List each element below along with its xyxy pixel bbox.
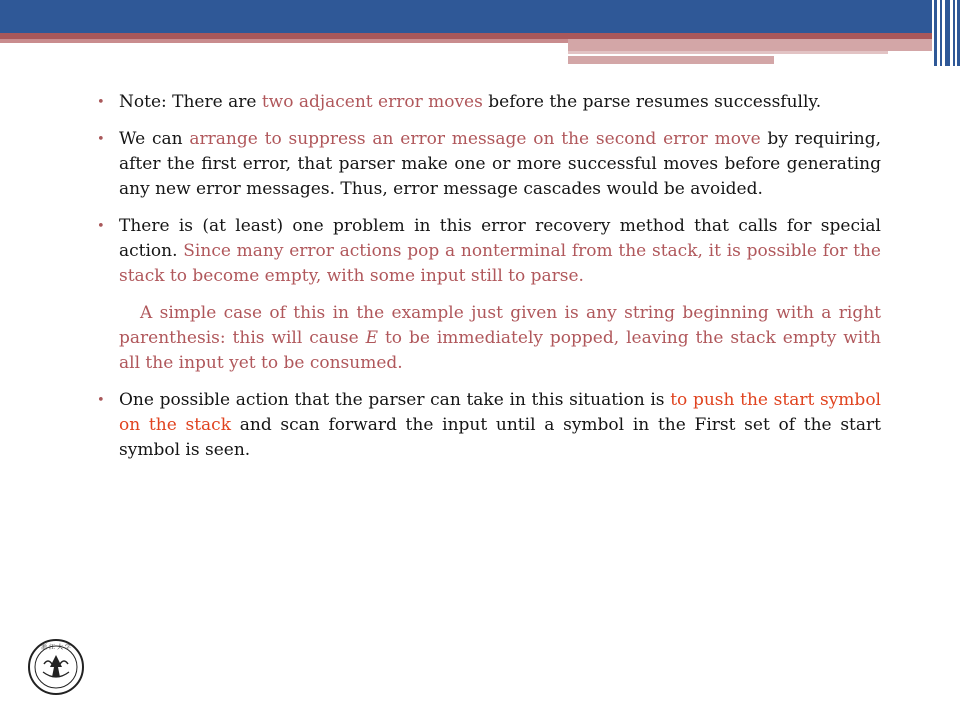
slide-body: [96, 90, 881, 475]
header-accent-thin: [568, 51, 888, 54]
text: by requiring, after the first error, that parser make one or more successful moves before generating any new error messages. Thus, error message cascades would be avoided.: [119, 129, 881, 199]
text: before the parse resumes successfully.: [482, 92, 822, 112]
text: One possible action that the parser can take in this situation is: [119, 390, 671, 410]
university-seal-icon: [27, 638, 85, 696]
bullet-icon: •: [97, 132, 105, 147]
highlighted-text: Since many error actions pop a nonterminal from the stack, it is possible for the stack to become empty, with some input still to parse.: [119, 241, 881, 286]
text: and scan forward the input until a symbol in the First set of the start symbol is seen.: [119, 415, 881, 460]
highlighted-text: A simple case of this in the example just given is any string beginning with a right parenthesis: this will cause: [119, 303, 881, 348]
header-stripes: [932, 0, 960, 66]
highlighted-text: arrange to suppress an error message on the second error move: [189, 129, 761, 149]
variable-e: E: [365, 328, 379, 348]
text: We can: [119, 129, 190, 149]
header-band: [0, 0, 932, 33]
svg-text:浙 江 大 学: 浙 江 大 学: [41, 644, 71, 651]
header-accent-block: [568, 39, 932, 51]
text: There is (at least) one problem in this error recovery method that calls for special action.: [119, 216, 881, 261]
header-accent-block-2: [568, 56, 774, 64]
bullet-paragraph-3: [96, 214, 881, 289]
highlighted-text: two adjacent error moves: [261, 92, 483, 112]
highlighted-text: to be immediately popped, leaving the stack empty with all the input yet to be consumed.: [119, 328, 882, 373]
text: Note: There are: [119, 92, 262, 112]
bullet-paragraph-1: [96, 90, 881, 115]
indented-paragraph: [96, 301, 881, 376]
bullet-paragraph-5: [96, 388, 881, 463]
bullet-paragraph-2: [96, 127, 881, 202]
bullet-icon: •: [97, 219, 105, 234]
bullet-icon: •: [97, 393, 105, 408]
header-accent-line-2: [0, 39, 568, 43]
highlighted-text: to push the start symbol on the stack: [119, 390, 881, 435]
bullet-icon: •: [97, 95, 105, 110]
